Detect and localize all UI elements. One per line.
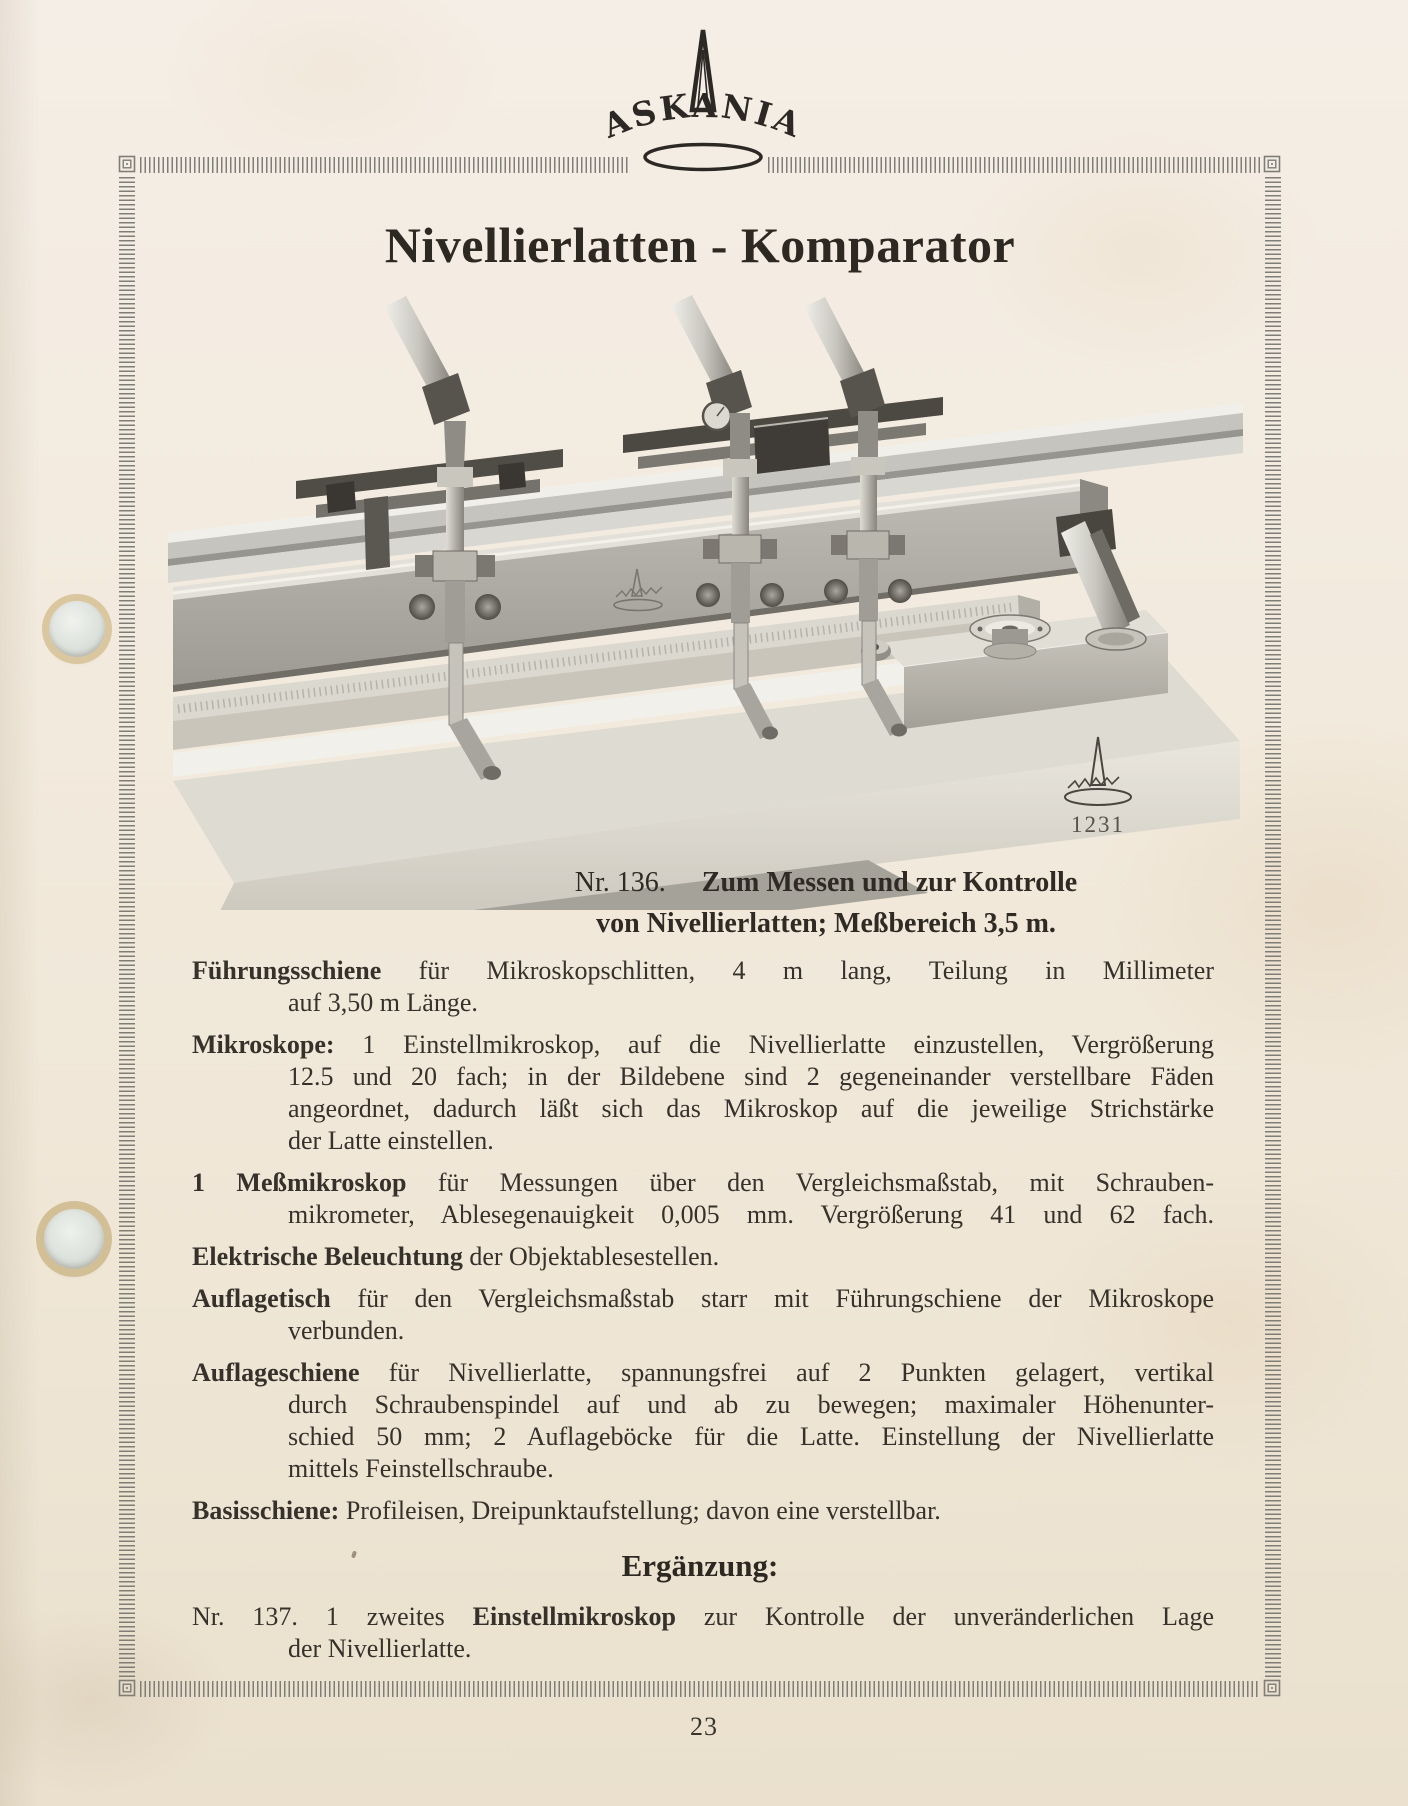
text-line: 1 Meßmikroskop für Messungen über den Vergleichsmaßstab, mit Schrauben- xyxy=(192,1168,1214,1197)
text-line: mittels Feinstellschraube. xyxy=(288,1454,554,1483)
text-line: Auflagetisch für den Vergleichsmaßstab starr mit Führungschiene der Mikroskope xyxy=(192,1284,1214,1313)
page-title: Nivellierlatten - Komparator xyxy=(384,217,1016,273)
text-line: der Nivellierlatte. xyxy=(288,1634,472,1663)
caption-line-2: von Nivellierlatten; Meßbereich 3,5 m. xyxy=(596,908,1056,939)
frame-bottom-band xyxy=(140,1681,1260,1697)
text-line: angeordnet, dadurch läßt sich das Mikroskop auf die jeweilige Strichstärke xyxy=(288,1094,1214,1123)
caption-line-1 xyxy=(470,862,1182,903)
product-photo xyxy=(168,295,1243,910)
supplement-heading: Ergänzung: xyxy=(621,1548,779,1583)
text-line: schied 50 mm; 2 Auflageböcke für die Latte. Einstellung der Nivellierlatte xyxy=(288,1422,1214,1451)
paragraph-fuehrungsschiene xyxy=(192,955,1214,1019)
text-line: Mikroskope: 1 Einstellmikroskop, auf die Nivellierlatte einzustellen, Vergrößerung xyxy=(192,1030,1214,1059)
text-line: Elektrische Beleuchtung der Objektablesestellen. xyxy=(192,1242,720,1271)
text-line: durch Schraubenspindel auf und ab zu bewegen; maximaler Höhenunter- xyxy=(288,1390,1214,1419)
text-line: auf 3,50 m Länge. xyxy=(288,988,478,1017)
paragraph-basisschiene xyxy=(192,1495,1214,1527)
paragraph-nr-137 xyxy=(192,1601,1214,1665)
photo-caption xyxy=(470,862,1182,944)
text-line: Nr. 137. 1 zweites Einstellmikroskop zur Kontrolle der unveränderlichen Lage xyxy=(192,1602,1215,1631)
crown-ellipse xyxy=(645,145,761,170)
supplement-text xyxy=(192,1601,1214,1675)
punch-hole-top xyxy=(49,601,105,657)
frame-corner-bottom-right xyxy=(1263,1679,1281,1697)
frame-corner-top-right xyxy=(1263,155,1281,173)
paragraph-auflagetisch xyxy=(192,1283,1214,1347)
frame-corner-bottom-left xyxy=(118,1679,136,1697)
specification-text xyxy=(192,955,1214,1537)
stamp-number: 1231 xyxy=(1071,812,1125,837)
askania-logo xyxy=(578,20,828,178)
paragraph-mikroskope xyxy=(192,1029,1214,1157)
frame-top-band-right xyxy=(768,157,1260,173)
text-line: Führungsschiene für Mikroskopschlitten, 4 m lang, Teilung in Millimeter xyxy=(192,956,1214,985)
text-line: Basisschiene: Profileisen, Dreipunktaufstellung; davon eine verstellbar. xyxy=(192,1496,941,1525)
paragraph-auflageschiene xyxy=(192,1357,1214,1485)
paragraph-messmikroskop xyxy=(192,1167,1214,1231)
text-line: mikrometer, Ablesegenauigkeit 0,005 mm. Vergrößerung 41 und 62 fach. xyxy=(288,1200,1214,1229)
frame-top-band-left xyxy=(140,157,630,173)
paragraph-beleuchtung xyxy=(192,1241,1214,1273)
caption-text-1: Zum Messen und zur Kontrolle xyxy=(701,867,1078,898)
text-line: der Latte einstellen. xyxy=(288,1126,494,1155)
caption-ref: Nr. 136. xyxy=(574,867,666,898)
frame-corner-top-left xyxy=(118,155,136,173)
frame-right-band xyxy=(1265,177,1281,1679)
brand-name-text: ASKANIA xyxy=(597,85,809,146)
page-number: 23 xyxy=(690,1712,718,1741)
text-line: Auflageschiene für Nivellierlatte, spannungsfrei auf 2 Punkten gelagert, vertikal xyxy=(192,1358,1214,1387)
text-line: verbunden. xyxy=(288,1316,405,1345)
text-line: 12.5 und 20 fach; in der Bildebene sind 2 gegeneinander verstellbare Fäden xyxy=(288,1062,1214,1091)
frame-left-band xyxy=(119,177,135,1679)
punch-hole-bottom xyxy=(44,1209,104,1269)
